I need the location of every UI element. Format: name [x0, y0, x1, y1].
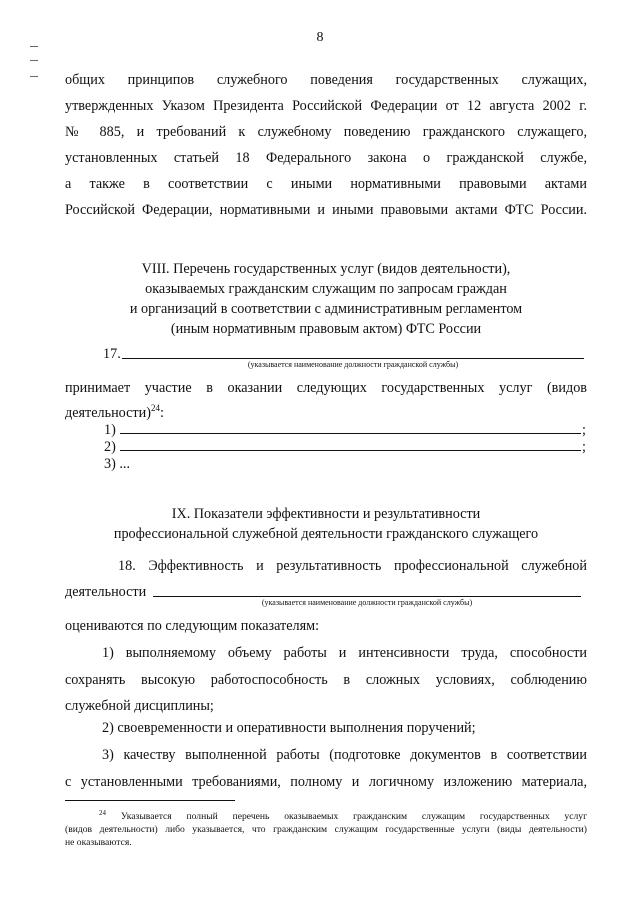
scan-mark	[30, 60, 38, 61]
paragraph-line: а также в соответствии с иными нормативными правовыми актами	[65, 176, 587, 192]
fill-in-blank	[153, 596, 581, 597]
paragraph-line: Российской Федерации, нормативными и иными правовыми актами ФТС России.	[65, 202, 587, 218]
fill-in-blank	[120, 450, 581, 451]
footnote-reference: 24	[150, 403, 160, 413]
list-item: 3) ...	[104, 456, 131, 472]
scan-mark	[30, 76, 38, 77]
footnote-line: (видов деятельности) либо указывается, что гражданским служащим государственные услуги (виды деятельности)	[65, 824, 587, 835]
paragraph-text: деятельности)	[65, 405, 151, 421]
list-number: 1)	[104, 422, 116, 438]
fill-in-blank	[122, 358, 584, 359]
footnote-mark: 24	[99, 809, 106, 817]
footnote-separator	[65, 800, 235, 801]
paragraph-line: 1) выполняемому объему работы и интенсивности труда, способности	[102, 645, 587, 661]
footnote-text: Указывается полный перечень оказываемых гражданским служащим государственных услуг	[120, 811, 588, 822]
section-heading: IX. Показатели эффективности и результативности	[171, 506, 481, 522]
blank-caption: (указывается наименование должности гражданской службы)	[261, 598, 473, 607]
paragraph-line: общих принципов служебного поведения государственных служащих,	[65, 72, 587, 88]
page-number: 8	[316, 30, 324, 45]
paragraph-line: установленных статьей 18 Федерального закона о гражданской службе,	[65, 150, 587, 166]
paragraph-line: оцениваются по следующим показателям:	[65, 618, 320, 634]
section-heading: VIII. Перечень государственных услуг (видов деятельности),	[141, 261, 511, 277]
footnote-line	[99, 810, 587, 824]
list-terminator: ;	[582, 439, 586, 455]
footnote-line: не оказываются.	[65, 837, 132, 848]
paragraph-line: утвержденных Указом Президента Российской Федерации от 12 августа 2002 г.	[65, 98, 587, 114]
list-terminator: ;	[582, 422, 586, 438]
paragraph-line: принимает участие в оказании следующих государственных услуг (видов	[65, 380, 587, 396]
paragraph-line: сохранять высокую работоспособность в сложных условиях, соблюдению	[65, 672, 587, 688]
fill-in-blank	[120, 433, 581, 434]
section-heading: (иным нормативным правовым актом) ФТС России	[170, 321, 482, 337]
list-number: 2)	[104, 439, 116, 455]
paragraph-line: с установленными требованиями, полному и логичному изложению материала,	[65, 774, 587, 790]
section-heading: оказываемых гражданским служащим по запросам граждан	[145, 281, 507, 297]
item-number: 17.	[103, 346, 121, 362]
scan-mark	[30, 46, 38, 47]
paragraph-line: служебной дисциплины;	[65, 698, 214, 714]
colon: :	[159, 405, 164, 421]
blank-caption: (указывается наименование должности гражданской службы)	[247, 360, 459, 369]
paragraph-line: 2) своевременности и оперативности выполнения поручений;	[102, 720, 476, 736]
paragraph-line: деятельности	[65, 584, 147, 600]
paragraph-line	[65, 403, 587, 424]
section-heading: и организаций в соответствии с административным регламентом	[129, 301, 523, 317]
paragraph-line: 18. Эффективность и результативность профессиональной служебной	[118, 558, 587, 574]
section-heading: профессиональной служебной деятельности гражданского служащего	[113, 526, 539, 542]
paragraph-line: № 885, и требований к служебному поведению гражданского служащего,	[65, 124, 587, 140]
paragraph-line: 3) качеству выполненной работы (подготовке документов в соответствии	[102, 747, 587, 763]
